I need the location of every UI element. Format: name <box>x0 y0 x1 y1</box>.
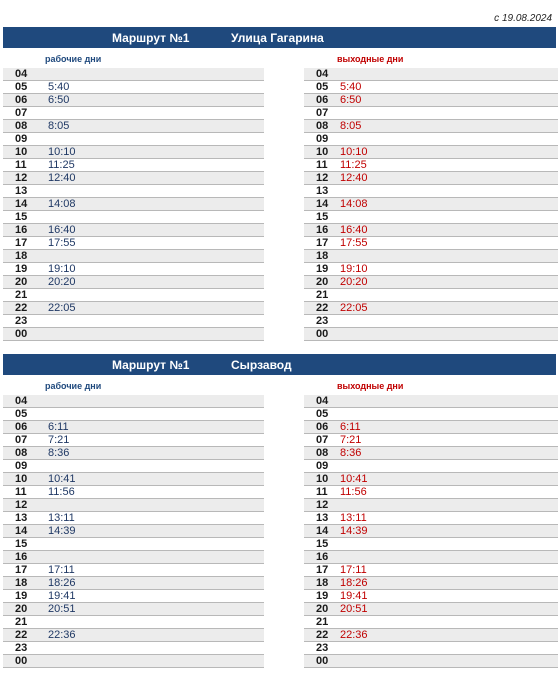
table-row <box>3 434 264 447</box>
departure-time: 14:08 <box>340 198 368 210</box>
table-row <box>3 276 264 289</box>
table-row <box>3 603 264 616</box>
hour-cell: 10 <box>316 473 329 485</box>
table-row <box>304 460 558 473</box>
table-row <box>304 629 558 642</box>
hour-cell: 19 <box>15 590 28 602</box>
departure-time: 20:20 <box>340 276 368 288</box>
departure-time: 18:26 <box>48 577 76 589</box>
hour-cell: 10 <box>15 473 28 485</box>
hour-cell: 23 <box>15 642 28 654</box>
hour-cell: 04 <box>316 395 329 407</box>
table-row <box>3 486 264 499</box>
hour-cell: 17 <box>15 237 28 249</box>
hour-cell: 05 <box>316 81 329 93</box>
departure-time: 10:10 <box>48 146 76 158</box>
hour-cell: 22 <box>15 302 28 314</box>
table-row <box>304 107 558 120</box>
hour-cell: 08 <box>15 447 28 459</box>
table-row <box>304 499 558 512</box>
schedule-section-gagarina <box>3 27 556 347</box>
hour-cell: 15 <box>316 211 329 223</box>
table-row <box>304 185 558 198</box>
departure-time: 22:05 <box>340 302 368 314</box>
table-row <box>3 525 264 538</box>
departure-time: 12:40 <box>340 172 368 184</box>
departure-time: 19:41 <box>340 590 368 602</box>
hour-cell: 06 <box>316 94 329 106</box>
stop-name: Сырзавод <box>231 358 292 372</box>
hour-cell: 10 <box>316 146 329 158</box>
departure-time: 10:41 <box>48 473 76 485</box>
hour-cell: 22 <box>316 629 329 641</box>
weekend-table <box>304 395 558 668</box>
hour-cell: 22 <box>15 629 28 641</box>
table-row <box>304 525 558 538</box>
table-row <box>3 302 264 315</box>
departure-time: 6:50 <box>340 94 362 106</box>
table-row <box>3 146 264 159</box>
hour-cell: 05 <box>316 408 329 420</box>
table-row <box>3 421 264 434</box>
table-row <box>304 486 558 499</box>
hour-cell: 08 <box>316 447 329 459</box>
hour-cell: 13 <box>316 185 329 197</box>
hour-cell: 18 <box>15 577 28 589</box>
table-row <box>304 616 558 629</box>
table-row <box>3 460 264 473</box>
table-row <box>304 120 558 133</box>
table-row <box>3 133 264 146</box>
hour-cell: 06 <box>15 421 28 433</box>
effective-date: с 19.08.2024 <box>494 13 552 24</box>
departure-time: 14:39 <box>48 525 76 537</box>
departure-time: 17:11 <box>48 564 75 576</box>
departure-time: 11:25 <box>48 159 75 171</box>
hour-cell: 07 <box>316 434 329 446</box>
hour-cell: 21 <box>316 289 329 301</box>
table-row <box>304 211 558 224</box>
weekend-title: выходные дни <box>337 54 404 64</box>
table-row <box>3 655 264 668</box>
table-row <box>304 421 558 434</box>
table-row <box>304 237 558 250</box>
hour-cell: 00 <box>15 328 28 340</box>
table-row <box>304 146 558 159</box>
departure-time: 14:08 <box>48 198 76 210</box>
table-row <box>3 473 264 486</box>
hour-cell: 21 <box>316 616 329 628</box>
table-row <box>3 237 264 250</box>
hour-cell: 06 <box>15 94 28 106</box>
hour-cell: 19 <box>316 590 329 602</box>
departure-time: 8:36 <box>340 447 362 459</box>
departure-time: 12:40 <box>48 172 76 184</box>
hour-cell: 09 <box>15 460 28 472</box>
departure-time: 14:39 <box>340 525 368 537</box>
route-banner <box>3 27 556 48</box>
table-row <box>3 642 264 655</box>
hour-cell: 00 <box>316 328 329 340</box>
hour-cell: 21 <box>15 616 28 628</box>
departure-time: 7:21 <box>48 434 70 446</box>
hour-cell: 23 <box>316 642 329 654</box>
table-row <box>304 94 558 107</box>
hour-cell: 09 <box>15 133 28 145</box>
table-row <box>304 159 558 172</box>
departure-time: 16:40 <box>48 224 76 236</box>
hour-cell: 15 <box>316 538 329 550</box>
hour-cell: 14 <box>15 525 28 537</box>
table-row <box>3 224 264 237</box>
hour-cell: 11 <box>15 159 27 171</box>
hour-cell: 17 <box>15 564 28 576</box>
hour-cell: 20 <box>15 276 28 288</box>
hour-cell: 15 <box>15 538 28 550</box>
hour-cell: 22 <box>316 302 329 314</box>
departure-time: 17:11 <box>340 564 367 576</box>
table-row <box>3 250 264 263</box>
hour-cell: 12 <box>316 172 329 184</box>
departure-time: 10:41 <box>340 473 368 485</box>
hour-cell: 19 <box>316 263 329 275</box>
hour-cell: 16 <box>316 224 329 236</box>
hour-cell: 05 <box>15 408 28 420</box>
table-row <box>3 629 264 642</box>
table-row <box>3 107 264 120</box>
table-row <box>3 289 264 302</box>
hour-cell: 16 <box>316 551 329 563</box>
table-row <box>304 263 558 276</box>
weekend-table <box>304 68 558 341</box>
table-row <box>304 551 558 564</box>
departure-time: 10:10 <box>340 146 368 158</box>
hour-cell: 12 <box>316 499 329 511</box>
table-row <box>304 250 558 263</box>
table-row <box>3 315 264 328</box>
table-row <box>3 185 264 198</box>
route-number: Маршрут №1 <box>112 358 190 372</box>
departure-time: 8:05 <box>48 120 70 132</box>
hour-cell: 17 <box>316 564 329 576</box>
hour-cell: 11 <box>15 486 27 498</box>
table-row <box>3 577 264 590</box>
table-row <box>304 473 558 486</box>
table-row <box>304 395 558 408</box>
table-row <box>304 447 558 460</box>
hour-cell: 08 <box>316 120 329 132</box>
table-row <box>304 302 558 315</box>
departure-time: 5:40 <box>48 81 70 93</box>
table-row <box>3 447 264 460</box>
hour-cell: 14 <box>316 525 329 537</box>
table-row <box>304 590 558 603</box>
hour-cell: 14 <box>316 198 329 210</box>
hour-cell: 16 <box>15 224 28 236</box>
hour-cell: 17 <box>316 237 329 249</box>
table-row <box>3 94 264 107</box>
hour-cell: 20 <box>316 603 329 615</box>
weekdays-title: рабочие дни <box>45 54 102 64</box>
hour-cell: 06 <box>316 421 329 433</box>
hour-cell: 18 <box>316 577 329 589</box>
route-banner <box>3 354 556 375</box>
table-row <box>304 655 558 668</box>
departure-time: 22:36 <box>340 629 368 641</box>
departure-time: 5:40 <box>340 81 362 93</box>
hour-cell: 10 <box>15 146 28 158</box>
hour-cell: 09 <box>316 133 329 145</box>
hour-cell: 13 <box>15 512 28 524</box>
departure-time: 13:11 <box>340 512 367 524</box>
route-number: Маршрут №1 <box>112 31 190 45</box>
departure-time: 20:51 <box>48 603 76 615</box>
hour-cell: 07 <box>15 107 28 119</box>
table-row <box>304 276 558 289</box>
departure-time: 18:26 <box>340 577 368 589</box>
table-row <box>304 564 558 577</box>
departure-time: 6:11 <box>340 421 361 433</box>
table-row <box>304 172 558 185</box>
table-row <box>304 315 558 328</box>
departure-time: 20:51 <box>340 603 368 615</box>
schedule-section-syrzavod <box>3 354 556 672</box>
hour-cell: 13 <box>15 185 28 197</box>
table-row <box>304 224 558 237</box>
hour-cell: 11 <box>316 486 328 498</box>
table-row <box>3 81 264 94</box>
hour-cell: 21 <box>15 289 28 301</box>
departure-time: 22:05 <box>48 302 76 314</box>
departure-time: 19:41 <box>48 590 76 602</box>
departure-time: 19:10 <box>340 263 368 275</box>
table-row <box>304 81 558 94</box>
hour-cell: 11 <box>316 159 328 171</box>
departure-time: 16:40 <box>340 224 368 236</box>
hour-cell: 05 <box>15 81 28 93</box>
hour-cell: 20 <box>316 276 329 288</box>
departure-time: 6:50 <box>48 94 70 106</box>
departure-time: 11:56 <box>340 486 367 498</box>
table-row <box>3 395 264 408</box>
table-row <box>304 642 558 655</box>
table-row <box>3 159 264 172</box>
departure-time: 8:36 <box>48 447 70 459</box>
table-row <box>3 408 264 421</box>
table-row <box>3 198 264 211</box>
departure-time: 20:20 <box>48 276 76 288</box>
hour-cell: 16 <box>15 551 28 563</box>
weekdays-title: рабочие дни <box>45 381 102 391</box>
table-row <box>304 512 558 525</box>
table-row <box>304 198 558 211</box>
table-row <box>304 577 558 590</box>
table-row <box>3 538 264 551</box>
stop-name: Улица Гагарина <box>231 31 324 45</box>
hour-cell: 07 <box>316 107 329 119</box>
hour-cell: 12 <box>15 499 28 511</box>
table-row <box>3 499 264 512</box>
hour-cell: 15 <box>15 211 28 223</box>
departure-time: 22:36 <box>48 629 76 641</box>
departure-time: 11:25 <box>340 159 367 171</box>
table-row <box>304 68 558 81</box>
hour-cell: 23 <box>316 315 329 327</box>
table-row <box>3 211 264 224</box>
hour-cell: 12 <box>15 172 28 184</box>
table-row <box>3 564 264 577</box>
weekdays-table <box>3 68 264 341</box>
departure-time: 19:10 <box>48 263 76 275</box>
table-row <box>304 289 558 302</box>
departure-time: 7:21 <box>340 434 362 446</box>
hour-cell: 18 <box>15 250 28 262</box>
weekend-title: выходные дни <box>337 381 404 391</box>
table-row <box>3 551 264 564</box>
table-row <box>3 616 264 629</box>
hour-cell: 04 <box>15 68 28 80</box>
hour-cell: 00 <box>15 655 28 667</box>
table-row <box>3 328 264 341</box>
table-row <box>304 434 558 447</box>
table-row <box>304 328 558 341</box>
table-row <box>304 408 558 421</box>
table-row <box>3 263 264 276</box>
table-row <box>304 603 558 616</box>
table-row <box>304 538 558 551</box>
departure-time: 17:55 <box>340 237 368 249</box>
table-row <box>3 172 264 185</box>
hour-cell: 23 <box>15 315 28 327</box>
table-row <box>3 68 264 81</box>
hour-cell: 07 <box>15 434 28 446</box>
departure-time: 17:55 <box>48 237 76 249</box>
departure-time: 6:11 <box>48 421 69 433</box>
departure-time: 13:11 <box>48 512 75 524</box>
weekdays-table <box>3 395 264 668</box>
hour-cell: 20 <box>15 603 28 615</box>
hour-cell: 04 <box>15 395 28 407</box>
table-row <box>3 590 264 603</box>
hour-cell: 19 <box>15 263 28 275</box>
table-row <box>304 133 558 146</box>
table-row <box>3 120 264 133</box>
hour-cell: 00 <box>316 655 329 667</box>
hour-cell: 09 <box>316 460 329 472</box>
departure-time: 8:05 <box>340 120 362 132</box>
hour-cell: 13 <box>316 512 329 524</box>
hour-cell: 08 <box>15 120 28 132</box>
hour-cell: 18 <box>316 250 329 262</box>
hour-cell: 14 <box>15 198 28 210</box>
hour-cell: 04 <box>316 68 329 80</box>
departure-time: 11:56 <box>48 486 75 498</box>
table-row <box>3 512 264 525</box>
